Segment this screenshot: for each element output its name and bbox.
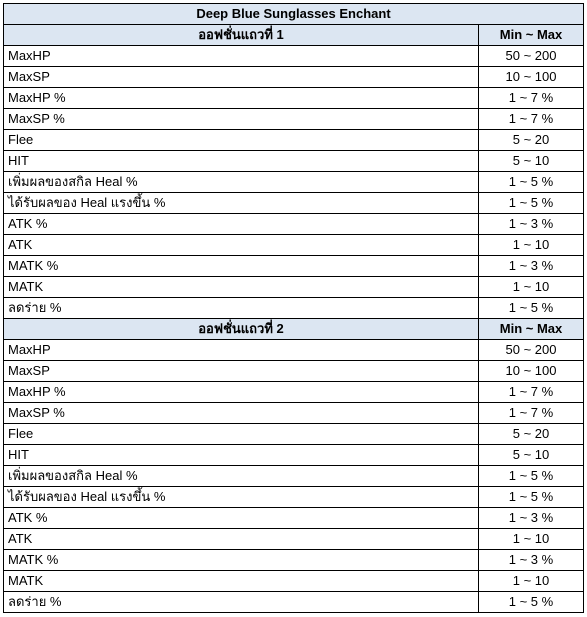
table-row <box>4 235 584 256</box>
table-row <box>4 88 584 109</box>
stat-name-cell: MATK % <box>4 550 479 571</box>
table-row <box>4 592 584 613</box>
stat-name-cell: ATK <box>4 529 479 550</box>
table-row <box>4 466 584 487</box>
stat-range-cell: 1 ~ 7 % <box>479 88 584 109</box>
table-title: Deep Blue Sunglasses Enchant <box>4 4 584 25</box>
table-row <box>4 340 584 361</box>
stat-range-cell: 50 ~ 200 <box>479 46 584 67</box>
enchant-table <box>3 3 584 613</box>
section-header: ออฟชั่นแถวที่ 1 <box>4 25 479 46</box>
stat-name-cell: Flee <box>4 130 479 151</box>
table-row <box>4 298 584 319</box>
stat-name-cell: เพิ่มผลของสกิล Heal % <box>4 172 479 193</box>
range-column-header: Min ~ Max <box>479 25 584 46</box>
stat-range-cell: 1 ~ 10 <box>479 277 584 298</box>
table-row <box>4 193 584 214</box>
stat-name-cell: ได้รับผลของ Heal แรงขึ้น % <box>4 193 479 214</box>
table-row <box>4 445 584 466</box>
table-row <box>4 151 584 172</box>
table-row <box>4 403 584 424</box>
stat-range-cell: 5 ~ 20 <box>479 424 584 445</box>
stat-range-cell: 50 ~ 200 <box>479 340 584 361</box>
table-row <box>4 256 584 277</box>
stat-range-cell: 1 ~ 3 % <box>479 256 584 277</box>
stat-name-cell: MATK <box>4 571 479 592</box>
stat-range-cell: 1 ~ 7 % <box>479 403 584 424</box>
table-row <box>4 46 584 67</box>
stat-range-cell: 5 ~ 10 <box>479 151 584 172</box>
range-column-header: Min ~ Max <box>479 319 584 340</box>
stat-name-cell: MATK % <box>4 256 479 277</box>
stat-range-cell: 1 ~ 10 <box>479 529 584 550</box>
table-row <box>4 424 584 445</box>
stat-range-cell: 1 ~ 3 % <box>479 214 584 235</box>
stat-range-cell: 1 ~ 5 % <box>479 193 584 214</box>
stat-name-cell: ATK % <box>4 508 479 529</box>
stat-range-cell: 1 ~ 5 % <box>479 298 584 319</box>
table-row <box>4 277 584 298</box>
stat-name-cell: MaxSP <box>4 361 479 382</box>
stat-range-cell: 1 ~ 5 % <box>479 172 584 193</box>
stat-range-cell: 10 ~ 100 <box>479 67 584 88</box>
stat-name-cell: ATK <box>4 235 479 256</box>
stat-range-cell: 1 ~ 10 <box>479 235 584 256</box>
stat-range-cell: 1 ~ 7 % <box>479 382 584 403</box>
stat-range-cell: 1 ~ 5 % <box>479 487 584 508</box>
section-header-row <box>4 25 584 46</box>
table-row <box>4 487 584 508</box>
table-row <box>4 508 584 529</box>
title-row <box>4 4 584 25</box>
stat-range-cell: 1 ~ 3 % <box>479 550 584 571</box>
table-row <box>4 361 584 382</box>
stat-name-cell: MATK <box>4 277 479 298</box>
stat-name-cell: MaxSP % <box>4 403 479 424</box>
stat-name-cell: ลดร่าย % <box>4 298 479 319</box>
table-row <box>4 550 584 571</box>
section-header-row <box>4 319 584 340</box>
stat-range-cell: 1 ~ 10 <box>479 571 584 592</box>
stat-name-cell: ATK % <box>4 214 479 235</box>
table-row <box>4 529 584 550</box>
table-row <box>4 214 584 235</box>
section-header: ออฟชั่นแถวที่ 2 <box>4 319 479 340</box>
stat-name-cell: MaxSP <box>4 67 479 88</box>
stat-name-cell: MaxHP <box>4 46 479 67</box>
stat-name-cell: HIT <box>4 151 479 172</box>
stat-name-cell: MaxSP % <box>4 109 479 130</box>
stat-name-cell: MaxHP % <box>4 382 479 403</box>
table-row <box>4 571 584 592</box>
stat-name-cell: MaxHP <box>4 340 479 361</box>
stat-range-cell: 5 ~ 10 <box>479 445 584 466</box>
stat-name-cell: MaxHP % <box>4 88 479 109</box>
stat-range-cell: 10 ~ 100 <box>479 361 584 382</box>
stat-range-cell: 5 ~ 20 <box>479 130 584 151</box>
enchant-table-body <box>4 4 584 613</box>
stat-name-cell: เพิ่มผลของสกิล Heal % <box>4 466 479 487</box>
table-row <box>4 109 584 130</box>
stat-range-cell: 1 ~ 7 % <box>479 109 584 130</box>
table-row <box>4 67 584 88</box>
stat-range-cell: 1 ~ 5 % <box>479 592 584 613</box>
table-row <box>4 172 584 193</box>
stat-name-cell: ลดร่าย % <box>4 592 479 613</box>
stat-name-cell: ได้รับผลของ Heal แรงขึ้น % <box>4 487 479 508</box>
stat-range-cell: 1 ~ 3 % <box>479 508 584 529</box>
table-row <box>4 382 584 403</box>
stat-name-cell: HIT <box>4 445 479 466</box>
stat-range-cell: 1 ~ 5 % <box>479 466 584 487</box>
table-row <box>4 130 584 151</box>
stat-name-cell: Flee <box>4 424 479 445</box>
